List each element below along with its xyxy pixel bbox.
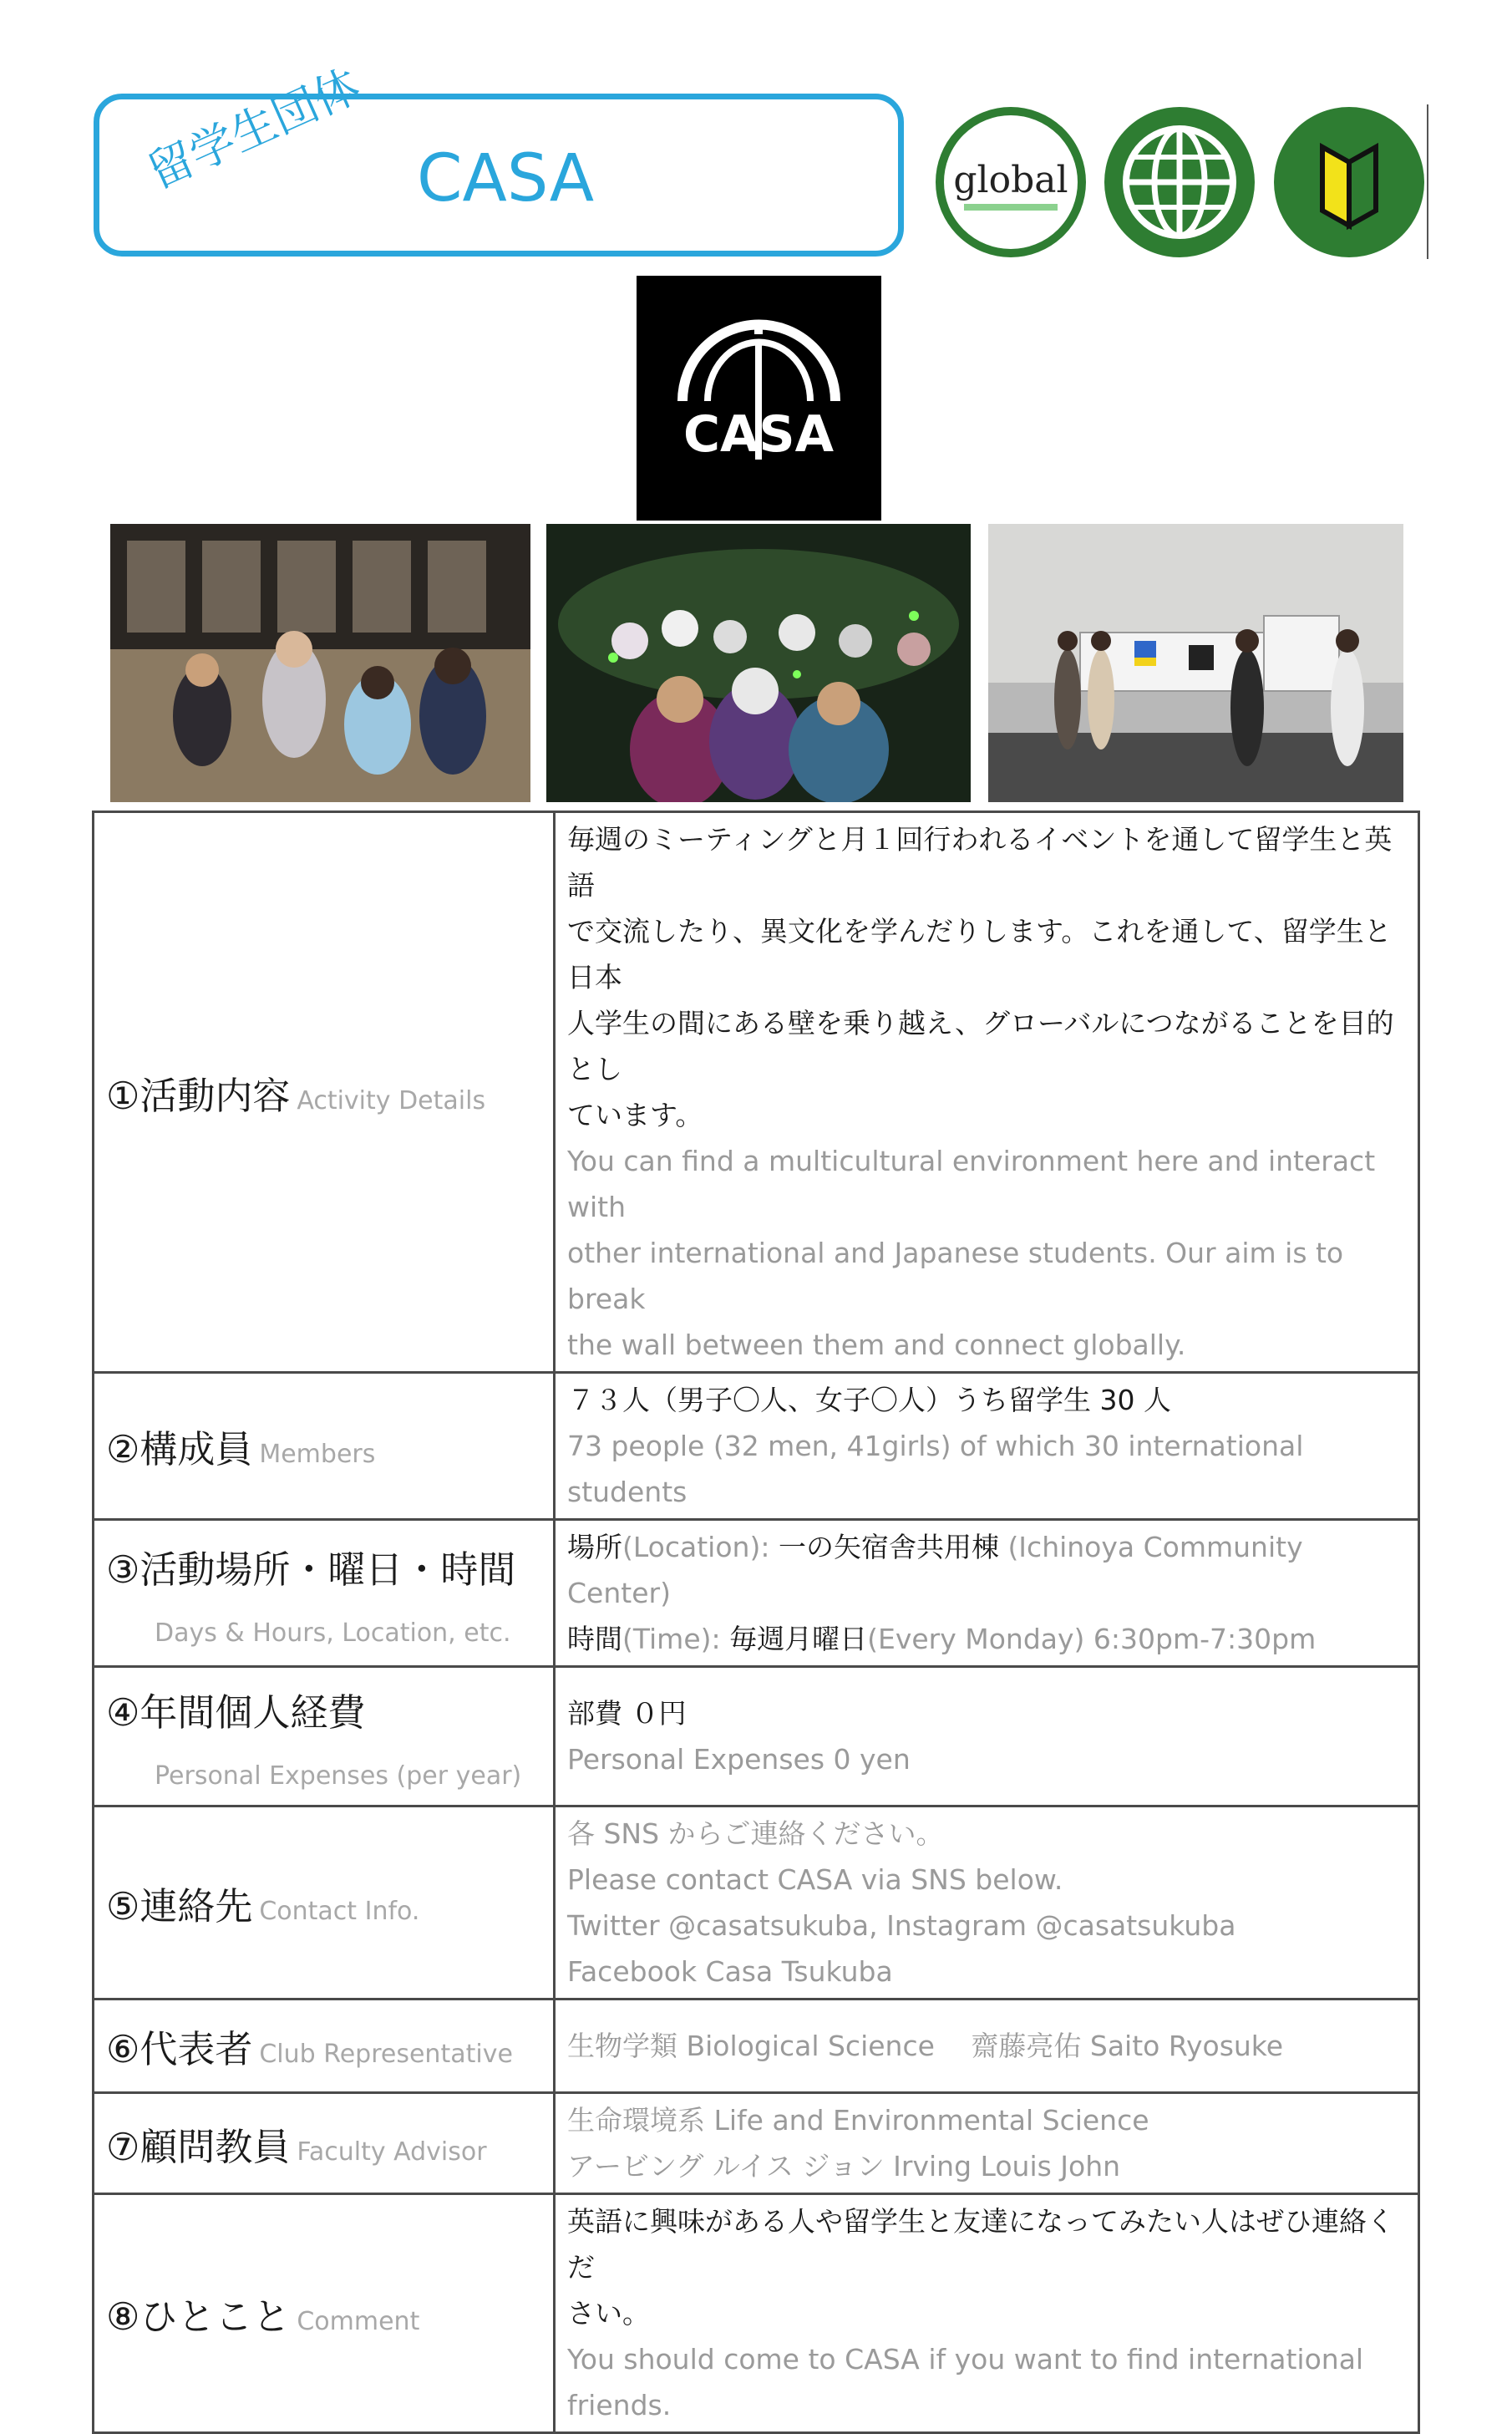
value-cell	[555, 812, 1419, 1373]
beginner-mark-icon	[1274, 107, 1424, 257]
value-cell	[555, 1806, 1419, 2000]
label-ja: ③活動場所・曜日・時間	[106, 1547, 516, 1592]
text-line: Please contact CASA via SNS below.	[567, 1863, 1063, 1896]
text-line: アービング ルイス ジョン Irving Louis John	[567, 2150, 1121, 2182]
label-ja: ④年間個人経費	[106, 1690, 366, 1735]
location-line	[567, 1524, 1406, 1616]
label-ja: ⑦顧問教員	[106, 2124, 291, 2169]
row-members	[94, 1373, 1419, 1520]
value-cell	[555, 1667, 1419, 1806]
value-cell	[555, 2194, 1419, 2433]
label-cell	[94, 1806, 555, 2000]
text-line: Twitter @casatsukuba, Instagram @casatsukuba	[567, 1909, 1236, 1942]
text-line: You should come to CASA if you want to find international	[567, 2343, 1364, 2376]
text-line: other international and Japanese students. Our aim is to break	[567, 1237, 1344, 1315]
time-label-ja: 時間	[567, 1623, 622, 1655]
value-cell	[555, 1373, 1419, 1520]
title-ja: 留学生団体	[140, 58, 368, 199]
text-line: the wall between them and connect globally.	[567, 1329, 1186, 1361]
label-en: Days & Hours, Location, etc.	[155, 1618, 511, 1648]
label-cell	[94, 2194, 555, 2433]
label-cell	[94, 2093, 555, 2194]
row-contact	[94, 1806, 1419, 2000]
photo-fundraiser	[988, 524, 1403, 802]
text-line: で交流したり、異文化を学んだりします。これを通して、留学生と日本	[567, 915, 1392, 993]
row-representative	[94, 2000, 1419, 2093]
casa-logo	[637, 276, 881, 521]
text-line: 73 people (32 men, 41girls) of which 30 international	[567, 1430, 1304, 1462]
value-cell	[555, 1520, 1419, 1667]
time-value-ja: 毎週月曜日	[729, 1623, 868, 1655]
label-ja: ②構成員	[106, 1427, 253, 1471]
label-ja: ①活動内容	[106, 1073, 291, 1118]
text-line: 生物学類 Biological Science 齋藤亮佑 Saito Ryosuke	[567, 2030, 1284, 2062]
label-cell	[94, 2000, 555, 2093]
photo-meeting	[110, 524, 530, 802]
text-line: ７３人（男子〇人、女子〇人）うち留学生 30 人	[567, 1384, 1171, 1416]
text-line: 人学生の間にある壁を乗り越え、グローバルにつながることを目的とし	[567, 1007, 1394, 1085]
photo-party	[546, 524, 971, 802]
label-cell	[94, 1520, 555, 1667]
global-badge-label: global	[953, 159, 1068, 201]
global-underline	[964, 204, 1058, 211]
title-box	[94, 58, 904, 257]
loc-value-ja: 一の矢宿舎共用棟	[778, 1531, 999, 1563]
title-en: CASA	[417, 141, 595, 216]
label-cell	[94, 1373, 555, 1520]
label-en: Activity Details	[297, 1085, 486, 1115]
loc-value-en: (Ichinoya Community Center)	[567, 1531, 1303, 1609]
label-en: Personal Expenses (per year)	[155, 1761, 522, 1791]
text-line: さい。	[567, 2297, 650, 2330]
row-expenses	[94, 1667, 1419, 1806]
label-cell	[94, 1667, 555, 1806]
label-ja: ⑤連絡先	[106, 1883, 253, 1928]
text-line: 毎週のミーティングと月１回行われるイベントを通して留学生と英語	[567, 823, 1393, 902]
label-en: Members	[259, 1440, 376, 1469]
time-label-en: (Time):	[622, 1623, 730, 1655]
value-cell	[555, 2093, 1419, 2194]
globe-icon	[1104, 107, 1255, 257]
label-cell	[94, 812, 555, 1373]
text-line: students	[567, 1476, 688, 1508]
text-line: Facebook Casa Tsukuba	[567, 1955, 893, 1988]
loc-label-en: (Location):	[622, 1531, 779, 1563]
global-badge	[936, 107, 1086, 257]
loc-label-ja: 場所	[567, 1531, 622, 1563]
label-ja: ⑥代表者	[106, 2027, 253, 2071]
logo-text: CASA	[682, 405, 835, 464]
label-en: Club Representative	[259, 2040, 513, 2069]
value-cell	[555, 2000, 1419, 2093]
label-ja: ⑧ひとこと	[106, 2294, 291, 2339]
text-line: 各 SNS からご連絡ください。	[567, 1817, 944, 1850]
label-en: Faculty Advisor	[297, 2137, 487, 2167]
text-line: 部費 ０円	[567, 1697, 687, 1730]
label-en: Contact Info.	[259, 1896, 420, 1926]
label-en: Comment	[297, 2307, 420, 2336]
row-activity	[94, 812, 1419, 1373]
text-line: Personal Expenses 0 yen	[567, 1743, 911, 1776]
header-divider	[1427, 104, 1428, 259]
row-comment	[94, 2194, 1419, 2433]
text-line: 生命環境系 Life and Environmental Science	[567, 2104, 1149, 2137]
info-table	[92, 810, 1420, 2434]
time-line	[567, 1616, 1406, 1662]
row-location	[94, 1520, 1419, 1667]
row-advisor	[94, 2093, 1419, 2194]
text-line: You can find a multicultural environment here and interact with	[567, 1145, 1376, 1223]
text-line: friends.	[567, 2389, 672, 2421]
text-line: ています。	[567, 1099, 703, 1131]
time-value-en: (Every Monday) 6:30pm-7:30pm	[867, 1623, 1317, 1655]
text-line: 英語に興味がある人や留学生と友達になってみたい人はぜひ連絡くだ	[567, 2205, 1394, 2284]
